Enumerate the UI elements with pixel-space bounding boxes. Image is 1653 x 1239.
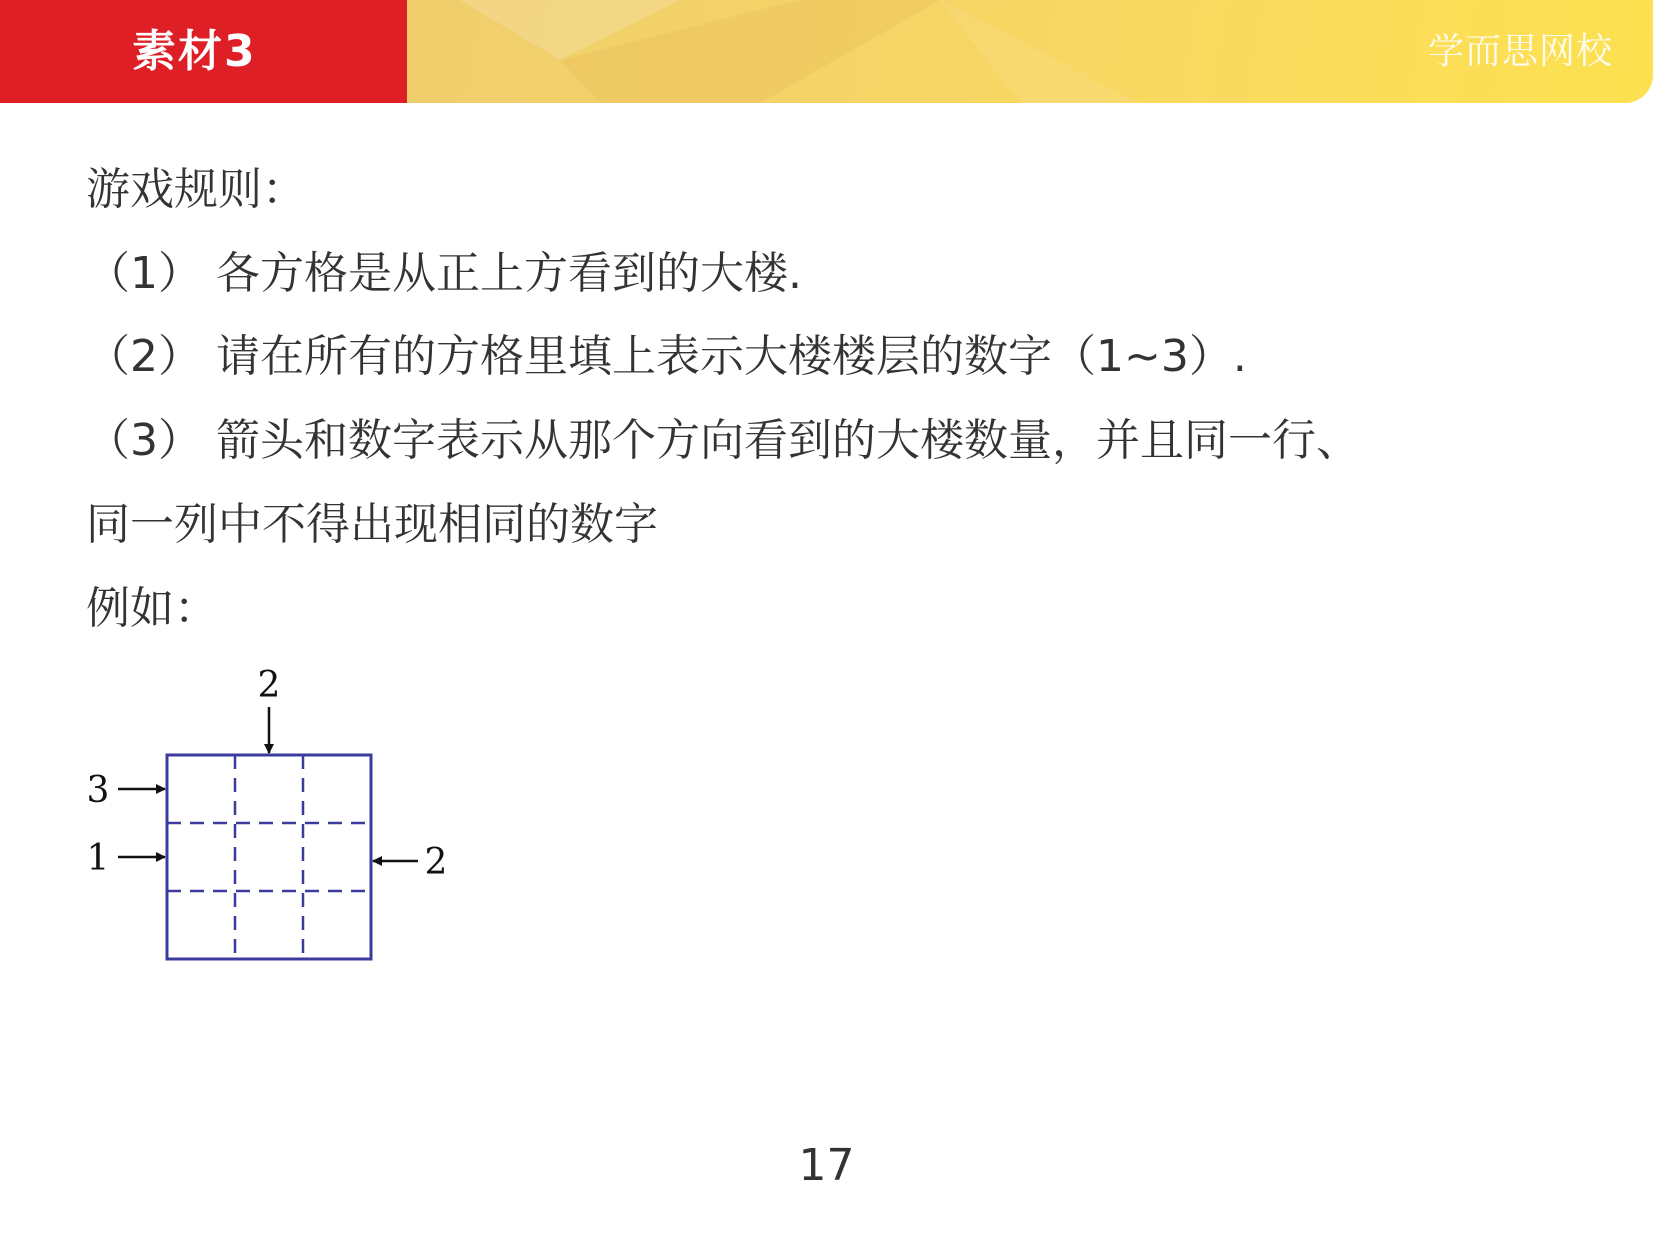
clue-top-number: 2 [257, 665, 281, 706]
example-heading: 例如： [86, 583, 218, 634]
clue-left-row1-number: 3 [86, 770, 110, 811]
clue-left-row2-number: 1 [86, 838, 110, 879]
example-grid-diagram [70, 655, 470, 975]
rules-heading: 游戏规则： [86, 164, 306, 215]
rule-3-continued: 同一列中不得出现相同的数字 [86, 499, 658, 550]
header-banner [0, 0, 1653, 103]
grid-border [167, 755, 371, 959]
grid-dashed-lines [167, 755, 371, 959]
page-number: 17 [798, 1140, 855, 1191]
clue-right-row2-number: 2 [424, 842, 448, 883]
brand-logo: 学而思网校 [1427, 31, 1613, 72]
rule-3: （3） 箭头和数字表示从那个方向看到的大楼数量，并且同一行、 [86, 415, 1360, 466]
rule-2: （2） 请在所有的方格里填上表示大楼楼层的数字（1~3）. [86, 331, 1247, 382]
rule-1: （1） 各方格是从正上方看到的大楼. [86, 248, 802, 299]
section-label: 素材3 [0, 0, 407, 103]
